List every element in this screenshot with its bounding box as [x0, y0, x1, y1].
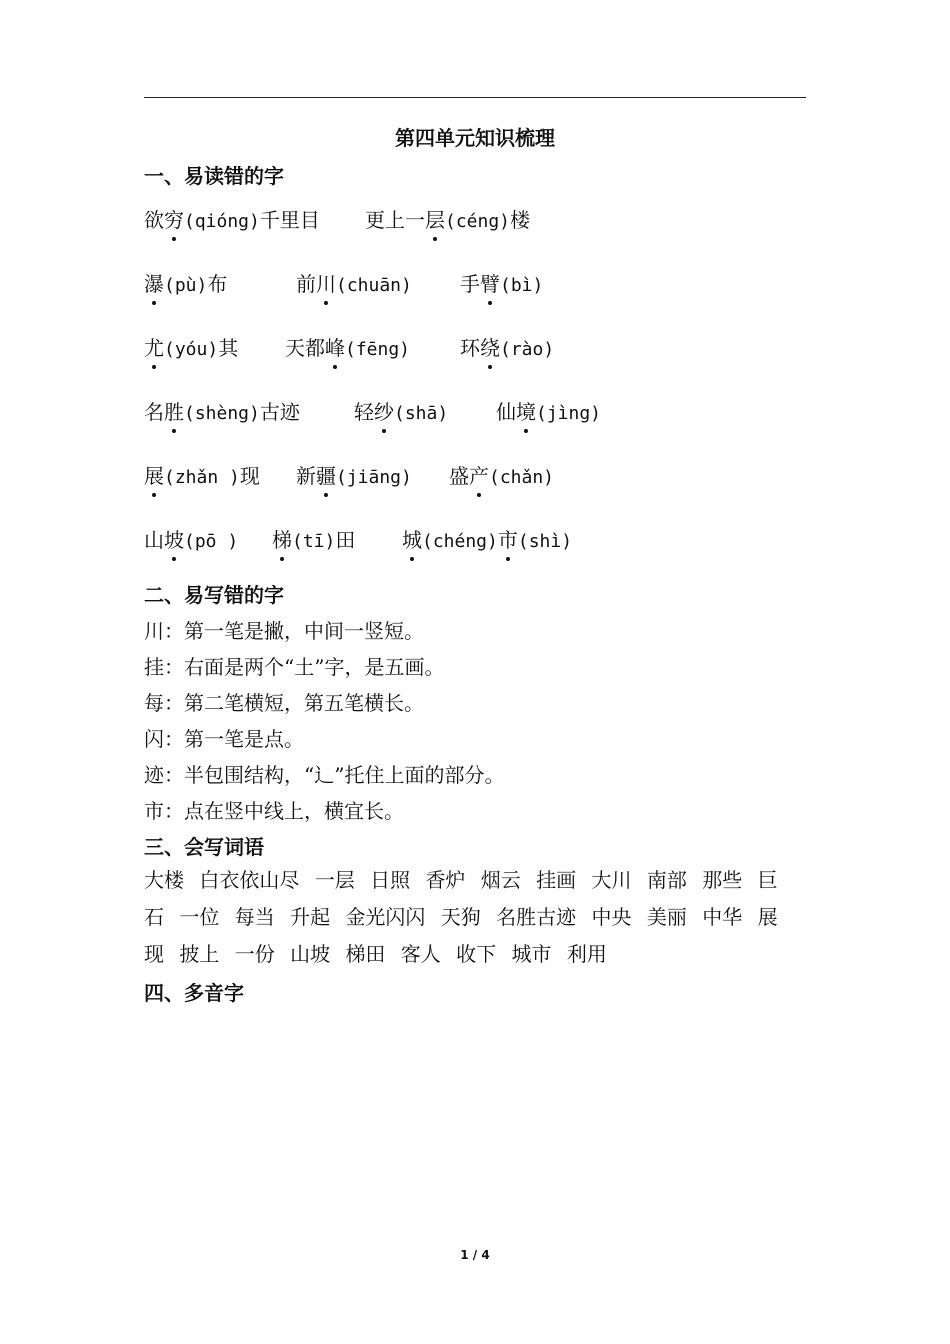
pinyin-text: (pō ) — [184, 531, 239, 552]
vocabulary-word: 香炉 — [425, 868, 466, 892]
pinyin-item — [285, 332, 410, 372]
page-number: 1 / 4 — [460, 1248, 490, 1262]
context-text: 环 — [460, 336, 480, 360]
target-character: 境 — [516, 396, 536, 425]
context-text: 轻 — [354, 400, 374, 424]
pinyin-item — [365, 204, 530, 244]
context-text: 千里目 — [259, 208, 320, 232]
pinyin-text: (céng) — [445, 211, 511, 232]
section-1-heading: 一、易读错的字 — [144, 164, 284, 188]
pinyin-item — [144, 332, 238, 372]
context-text: 仙 — [496, 400, 516, 424]
pinyin-text: (qióng) — [184, 211, 260, 232]
pinyin-text: (chéng) — [422, 531, 498, 552]
pinyin-item — [272, 524, 355, 564]
page-title: 第四单元知识梳理 — [395, 126, 555, 150]
target-character: 纱 — [374, 396, 394, 425]
pinyin-item — [144, 204, 320, 244]
section-4-heading: 四、多音字 — [144, 981, 244, 1005]
vocabulary-list — [144, 862, 806, 973]
section-3-heading: 三、会写词语 — [144, 835, 264, 859]
pinyin-text: (chǎn) — [489, 467, 555, 488]
target-character: 产 — [469, 460, 489, 489]
pinyin-text: (shì) — [517, 531, 573, 552]
pinyin-text: (tī) — [292, 531, 336, 552]
vocabulary-word: 日照 — [370, 868, 411, 892]
vocabulary-word: 一位 — [179, 905, 220, 929]
vocabulary-word: 大川 — [591, 868, 632, 892]
vocabulary-word: 升起 — [290, 905, 331, 929]
context-text: 名 — [144, 400, 164, 424]
vocabulary-word: 客人 — [400, 942, 441, 966]
vocabulary-word: 展现 — [144, 905, 778, 966]
target-character: 梯 — [272, 524, 292, 553]
pinyin-item — [402, 524, 572, 564]
writing-note: 迹：半包围结构，“辶”托住上面的部分。 — [144, 763, 505, 787]
pinyin-item — [144, 396, 300, 436]
vocabulary-word: 中华 — [702, 905, 743, 929]
context-text: 盛 — [449, 464, 469, 488]
context-text: 手 — [460, 272, 480, 296]
target-character: 川 — [316, 268, 336, 297]
context-text: 布 — [207, 272, 228, 296]
header-rule — [144, 97, 806, 98]
vocabulary-word: 挂画 — [536, 868, 577, 892]
vocabulary-word: 山坡 — [290, 942, 331, 966]
pinyin-item — [460, 332, 554, 372]
target-character: 层 — [425, 204, 445, 233]
vocabulary-word: 美丽 — [646, 905, 687, 929]
target-character: 疆 — [316, 460, 336, 489]
pinyin-text: (fēng) — [345, 339, 411, 360]
pinyin-item — [449, 460, 554, 500]
section-2-heading: 二、易写错的字 — [144, 583, 284, 607]
pinyin-text: (yóu) — [164, 339, 219, 360]
pinyin-text: (zhǎn ) — [164, 467, 240, 488]
target-character: 城 — [402, 524, 422, 553]
pinyin-item — [460, 268, 543, 308]
context-text: 天都 — [285, 336, 325, 360]
target-character: 尤 — [144, 332, 164, 361]
target-character: 峰 — [325, 332, 345, 361]
vocabulary-word: 利用 — [566, 942, 607, 966]
pinyin-item — [296, 268, 412, 308]
pinyin-text: (pù) — [164, 275, 208, 296]
context-text: 古迹 — [259, 400, 300, 424]
vocabulary-word: 披上 — [179, 942, 220, 966]
vocabulary-word: 金光闪闪 — [345, 905, 426, 929]
pinyin-item — [144, 268, 227, 308]
pinyin-text: (bì) — [500, 275, 544, 296]
writing-note: 每：第二笔横短，第五笔横长。 — [144, 691, 424, 715]
context-text: 欲 — [144, 208, 164, 232]
vocabulary-word: 大楼 — [144, 868, 184, 892]
context-text: 前 — [296, 272, 316, 296]
pinyin-item — [496, 396, 601, 436]
vocabulary-word: 南部 — [646, 868, 687, 892]
target-character: 市 — [498, 524, 518, 553]
vocabulary-word: 每当 — [234, 905, 275, 929]
vocabulary-word: 巨石 — [144, 868, 778, 929]
target-character: 胜 — [164, 396, 184, 425]
target-character: 穷 — [164, 204, 184, 233]
target-character: 臂 — [480, 268, 500, 297]
vocabulary-word: 烟云 — [480, 868, 521, 892]
vocabulary-word: 中央 — [591, 905, 632, 929]
pinyin-text: (shā) — [394, 403, 449, 424]
pinyin-text: (shèng) — [184, 403, 260, 424]
context-text: 山 — [144, 528, 164, 552]
pinyin-item — [354, 396, 448, 436]
context-text: 新 — [296, 464, 316, 488]
target-character: 展 — [144, 460, 164, 489]
pinyin-item — [144, 460, 260, 500]
context-text: 其 — [218, 336, 239, 360]
vocabulary-word: 白衣依山尽 — [199, 868, 300, 892]
pinyin-item — [296, 460, 412, 500]
context-text: 更上一 — [365, 208, 425, 232]
pinyin-text: (rào) — [500, 339, 555, 360]
target-character: 绕 — [480, 332, 500, 361]
vocabulary-word: 梯田 — [345, 942, 386, 966]
target-character: 坡 — [164, 524, 184, 553]
context-text: 楼 — [510, 208, 531, 232]
pinyin-text: (chuān) — [336, 275, 412, 296]
writing-note: 市：点在竖中线上，横宜长。 — [144, 799, 404, 823]
vocabulary-word: 一层 — [314, 868, 355, 892]
context-text: 田 — [335, 528, 356, 552]
writing-note: 挂：右面是两个“土”字，是五画。 — [144, 655, 445, 679]
pinyin-item — [144, 524, 238, 564]
writing-note: 川：第一笔是撇，中间一竖短。 — [144, 619, 424, 643]
writing-note: 闪：第一笔是点。 — [144, 727, 304, 751]
vocabulary-word: 那些 — [702, 868, 743, 892]
target-character: 瀑 — [144, 268, 164, 297]
vocabulary-word: 城市 — [511, 942, 552, 966]
pinyin-text: (jìng) — [536, 403, 602, 424]
pinyin-text: (jiāng) — [336, 467, 412, 488]
vocabulary-word: 收下 — [456, 942, 497, 966]
vocabulary-word: 名胜古迹 — [496, 905, 577, 929]
context-text: 现 — [239, 464, 260, 488]
vocabulary-word: 一份 — [234, 942, 275, 966]
vocabulary-word: 天狗 — [440, 905, 481, 929]
